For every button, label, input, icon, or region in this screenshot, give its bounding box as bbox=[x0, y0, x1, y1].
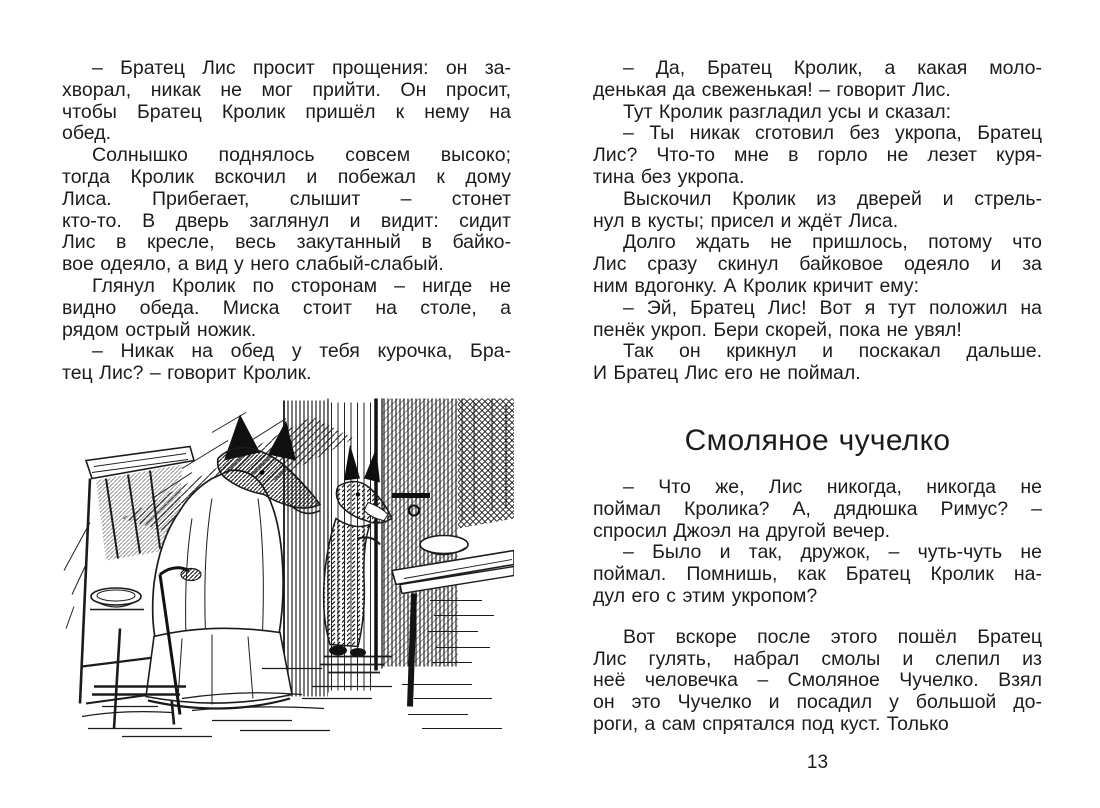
text-line: он это Чучелко и посадил у большой до- bbox=[593, 691, 1042, 714]
text-line: – Что же, Лис никогда, никогда не bbox=[623, 475, 1042, 498]
text-line: Лис сразу скинул байковое одеяло и за bbox=[593, 253, 1042, 276]
story-illustration bbox=[62, 398, 514, 746]
left-text-column bbox=[62, 58, 511, 385]
text-line: Глянул Кролик по сторонам – нигде не bbox=[92, 274, 511, 297]
text-line: неё человечка – Смоляное Чучелко. Взял bbox=[593, 669, 1042, 692]
paragraph bbox=[593, 232, 1042, 297]
wall-hatching-right bbox=[458, 399, 514, 529]
text-line: обед. bbox=[62, 122, 112, 145]
text-line: – Братец Лис просит прощения: он за- bbox=[92, 57, 511, 79]
text-line: И Братец Лис его не поймал. bbox=[593, 362, 861, 385]
paragraph bbox=[593, 341, 1042, 385]
text-line: кто-то. В дверь заглянул и видит: сидит bbox=[62, 209, 511, 232]
text-line: – Было и так, дружок, – чуть-чуть не bbox=[623, 541, 1042, 564]
text-line: роги, а сам спрятался под куст. Только bbox=[593, 712, 949, 735]
text-line: тина без укропа. bbox=[593, 165, 745, 188]
text-line: спросил Джоэл на другой вечер. bbox=[593, 519, 891, 542]
text-line: чтобы Братец Кролик пришёл к нему на bbox=[62, 100, 511, 123]
paragraph bbox=[593, 627, 1042, 736]
paragraph bbox=[593, 123, 1042, 188]
text-line: тогда Кролик вскочил и побежал к дому bbox=[62, 165, 511, 188]
paragraph bbox=[62, 145, 511, 276]
text-line: Тут Кролик разгладил усы и сказал: bbox=[623, 100, 952, 123]
text-line: пенёк укроп. Бери скорей, пока не увял! bbox=[593, 318, 962, 341]
paragraph bbox=[593, 298, 1042, 342]
section-break bbox=[593, 608, 1042, 627]
story-title: Смоляное чучелко bbox=[684, 423, 951, 457]
text-line: Выскочил Кролик из дверей и стрель- bbox=[623, 187, 1042, 210]
paragraph bbox=[593, 102, 1042, 124]
paragraph bbox=[62, 58, 511, 145]
text-line: – Эй, Братец Лис! Вот я тут положил на bbox=[623, 296, 1042, 319]
text-line: нул в кусты; присел и ждёт Лиса. bbox=[593, 209, 899, 232]
text-line: Солнышко поднялось совсем высоко; bbox=[92, 144, 511, 167]
door-panel bbox=[376, 399, 458, 671]
text-line: Долго ждать не пришлось, потому что bbox=[623, 231, 1042, 254]
text-line: – Ты никак сготовил без укропа, Братец bbox=[623, 122, 1042, 145]
text-line: Лис? Что-то мне в горло не лезет куря- bbox=[593, 144, 1042, 167]
fox-paw bbox=[181, 569, 201, 581]
text-line: поймал. Помнишь, как Братец Кролик на- bbox=[593, 563, 1042, 586]
text-line: вое одеяло, а вид у него слабый-слабый. bbox=[62, 253, 444, 276]
paragraph bbox=[593, 189, 1042, 233]
text-line: – Никак на обед у тебя курочка, Бра- bbox=[92, 340, 511, 363]
paragraph bbox=[62, 276, 511, 341]
paragraph bbox=[62, 341, 511, 385]
text-line: хворал, никак не мог прийти. Он просит, bbox=[62, 78, 511, 101]
text-line: тец Лис? – говорит Кролик. bbox=[62, 362, 312, 385]
text-line: – Да, Братец Кролик, а какая моло- bbox=[623, 57, 1042, 79]
rabbit-eye bbox=[356, 492, 360, 496]
paragraph bbox=[593, 477, 1042, 542]
text-line: Так он крикнул и поскакал дальше. bbox=[623, 340, 1042, 363]
text-line: рядом острый ножик. bbox=[62, 318, 257, 341]
paragraph bbox=[593, 58, 1042, 102]
text-line: Лиса. Прибегает, слышит – стонет bbox=[62, 187, 511, 210]
text-line: Лис гулять, набрал смолы и слепил из bbox=[593, 647, 1042, 670]
text-line: денькая да свеженькая! – говорит Лис. bbox=[593, 78, 951, 101]
fox-and-rabbit-drawing bbox=[62, 398, 514, 746]
text-line: ним вдогонку. А Кролик кричит ему: bbox=[593, 274, 920, 297]
right-text-column bbox=[593, 58, 1042, 736]
text-line: видно обеда. Миска стоит на столе, а bbox=[62, 296, 511, 319]
fox-eye bbox=[260, 470, 265, 475]
text-line: дул его с этим укропом? bbox=[593, 584, 818, 607]
text-line: Лис в кресле, весь закутанный в байко- bbox=[62, 231, 511, 254]
text-line: поймал Кролика? А, дядюшка Римус? – bbox=[593, 497, 1042, 520]
bowl bbox=[90, 588, 144, 610]
paragraph bbox=[593, 542, 1042, 607]
page-number: 13 bbox=[806, 752, 829, 773]
text-line: Вот вскоре после этого пошёл Братец bbox=[623, 625, 1042, 648]
